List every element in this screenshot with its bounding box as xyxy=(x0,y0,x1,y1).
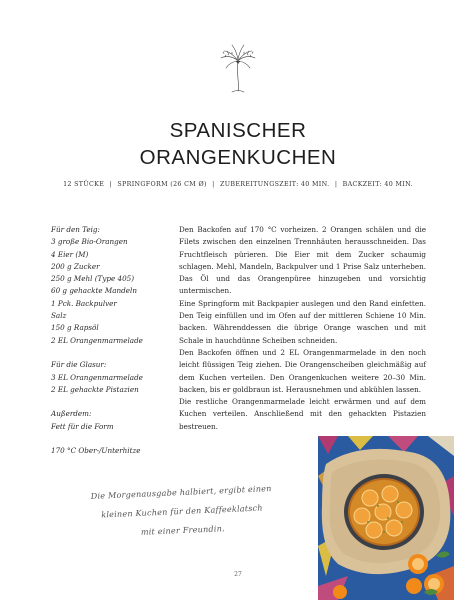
handwritten-line: mit einer Freundin. xyxy=(140,523,225,537)
recipe-meta xyxy=(0,181,476,188)
oven-setting: 170 °C Ober-/Unterhitze xyxy=(51,446,141,456)
spacer xyxy=(51,396,181,408)
ingredient-item: 3 große Bio-Orangen xyxy=(51,237,128,247)
method-paragraph: Den Backofen auf 170 °C vorheizen. 2 Orangen schälen und die Filets zwischen den einzelnen Trennhäuten herausschneiden. Das Fruchtfleisch pürieren. Die Eier mit dem Zucker schaumig schlagen. Mehl, Mandeln, Backpulver und 1 Prise Salz unterheben. Das Öl und das Orangenpüree hinzugeben und vorsichtig untermischen. xyxy=(179,225,426,296)
spacer xyxy=(51,347,181,359)
ingredient-item: 60 g gehackte Mandeln xyxy=(51,286,137,296)
spacer xyxy=(51,433,181,445)
ingredient-item: 3 EL Orangenmarmelade xyxy=(51,372,143,382)
ingredient-item: Salz xyxy=(51,311,67,321)
method-paragraph: Eine Springform mit Backpapier auslegen und den Rand einfetten. Den Teig einfüllen und im Ofen auf der mittleren Schiene 10 Min. backen. Währenddessen die übrige Orange waschen und mit Schale in hauchdünne Scheiben schneiden. xyxy=(179,298,426,345)
palm-tree-icon xyxy=(218,42,258,94)
page-number: 27 xyxy=(234,571,242,578)
ingredient-heading-glasur: Für die Glasur: xyxy=(51,360,107,370)
meta-bake-time: BACKZEIT: 40 MIN. xyxy=(342,181,413,188)
recipe-title-line-1: SPANISCHER xyxy=(169,119,307,142)
ingredient-item: 200 g Zucker xyxy=(51,261,100,271)
handwritten-line: Die Morgenausgabe halbiert, ergibt einen xyxy=(90,483,272,501)
ingredient-heading-ausserdem: Außerdem: xyxy=(51,409,92,419)
ingredient-list xyxy=(51,224,181,458)
meta-separator: | xyxy=(212,181,215,188)
meta-prep-time: ZUBEREITUNGSZEIT: 40 MIN. xyxy=(219,181,330,188)
method-paragraph: Den Backofen öffnen und 2 EL Orangenmarmelade in den noch leicht flüssigen Teig ziehen. Die Orangenscheiben gleichmäßig auf dem Kuchen verteilen. Den Orangenkuchen weitere 20–30 Min. backen, bis er goldbraun ist. Herausnehmen und abkühlen lassen. xyxy=(179,347,426,394)
method-text xyxy=(179,224,426,433)
recipe-title-line-2: ORANGENKUCHEN xyxy=(139,146,337,169)
handwritten-line: kleinen Kuchen für den Kaffeeklatsch xyxy=(101,502,263,520)
ingredient-item: 4 Eier (M) xyxy=(51,249,89,259)
ingredient-item: 2 EL gehackte Pistazien xyxy=(51,384,139,394)
ingredient-item: Fett für die Form xyxy=(51,421,114,431)
ingredient-item: 150 g Rapsöl xyxy=(51,323,99,333)
handwritten-note xyxy=(81,479,283,545)
ingredient-item: 250 g Mehl (Type 405) xyxy=(51,274,135,284)
meta-servings: 12 STÜCKE xyxy=(63,181,105,188)
ingredient-item: 2 EL Orangenmarmelade xyxy=(51,335,143,345)
method-paragraph: Die restliche Orangenmarmelade leicht erwärmen und auf dem Kuchen verteilen. Anschließend mit den gehackten Pistazien bestreuen. xyxy=(179,397,426,431)
meta-separator: | xyxy=(334,181,338,188)
ingredient-item: 1 Pck. Backpulver xyxy=(51,298,117,308)
meta-separator: | xyxy=(109,181,113,188)
ingredient-heading-teig: Für den Teig: xyxy=(51,225,100,234)
meta-pan: SPRINGFORM (26 CM Ø) xyxy=(117,181,207,188)
